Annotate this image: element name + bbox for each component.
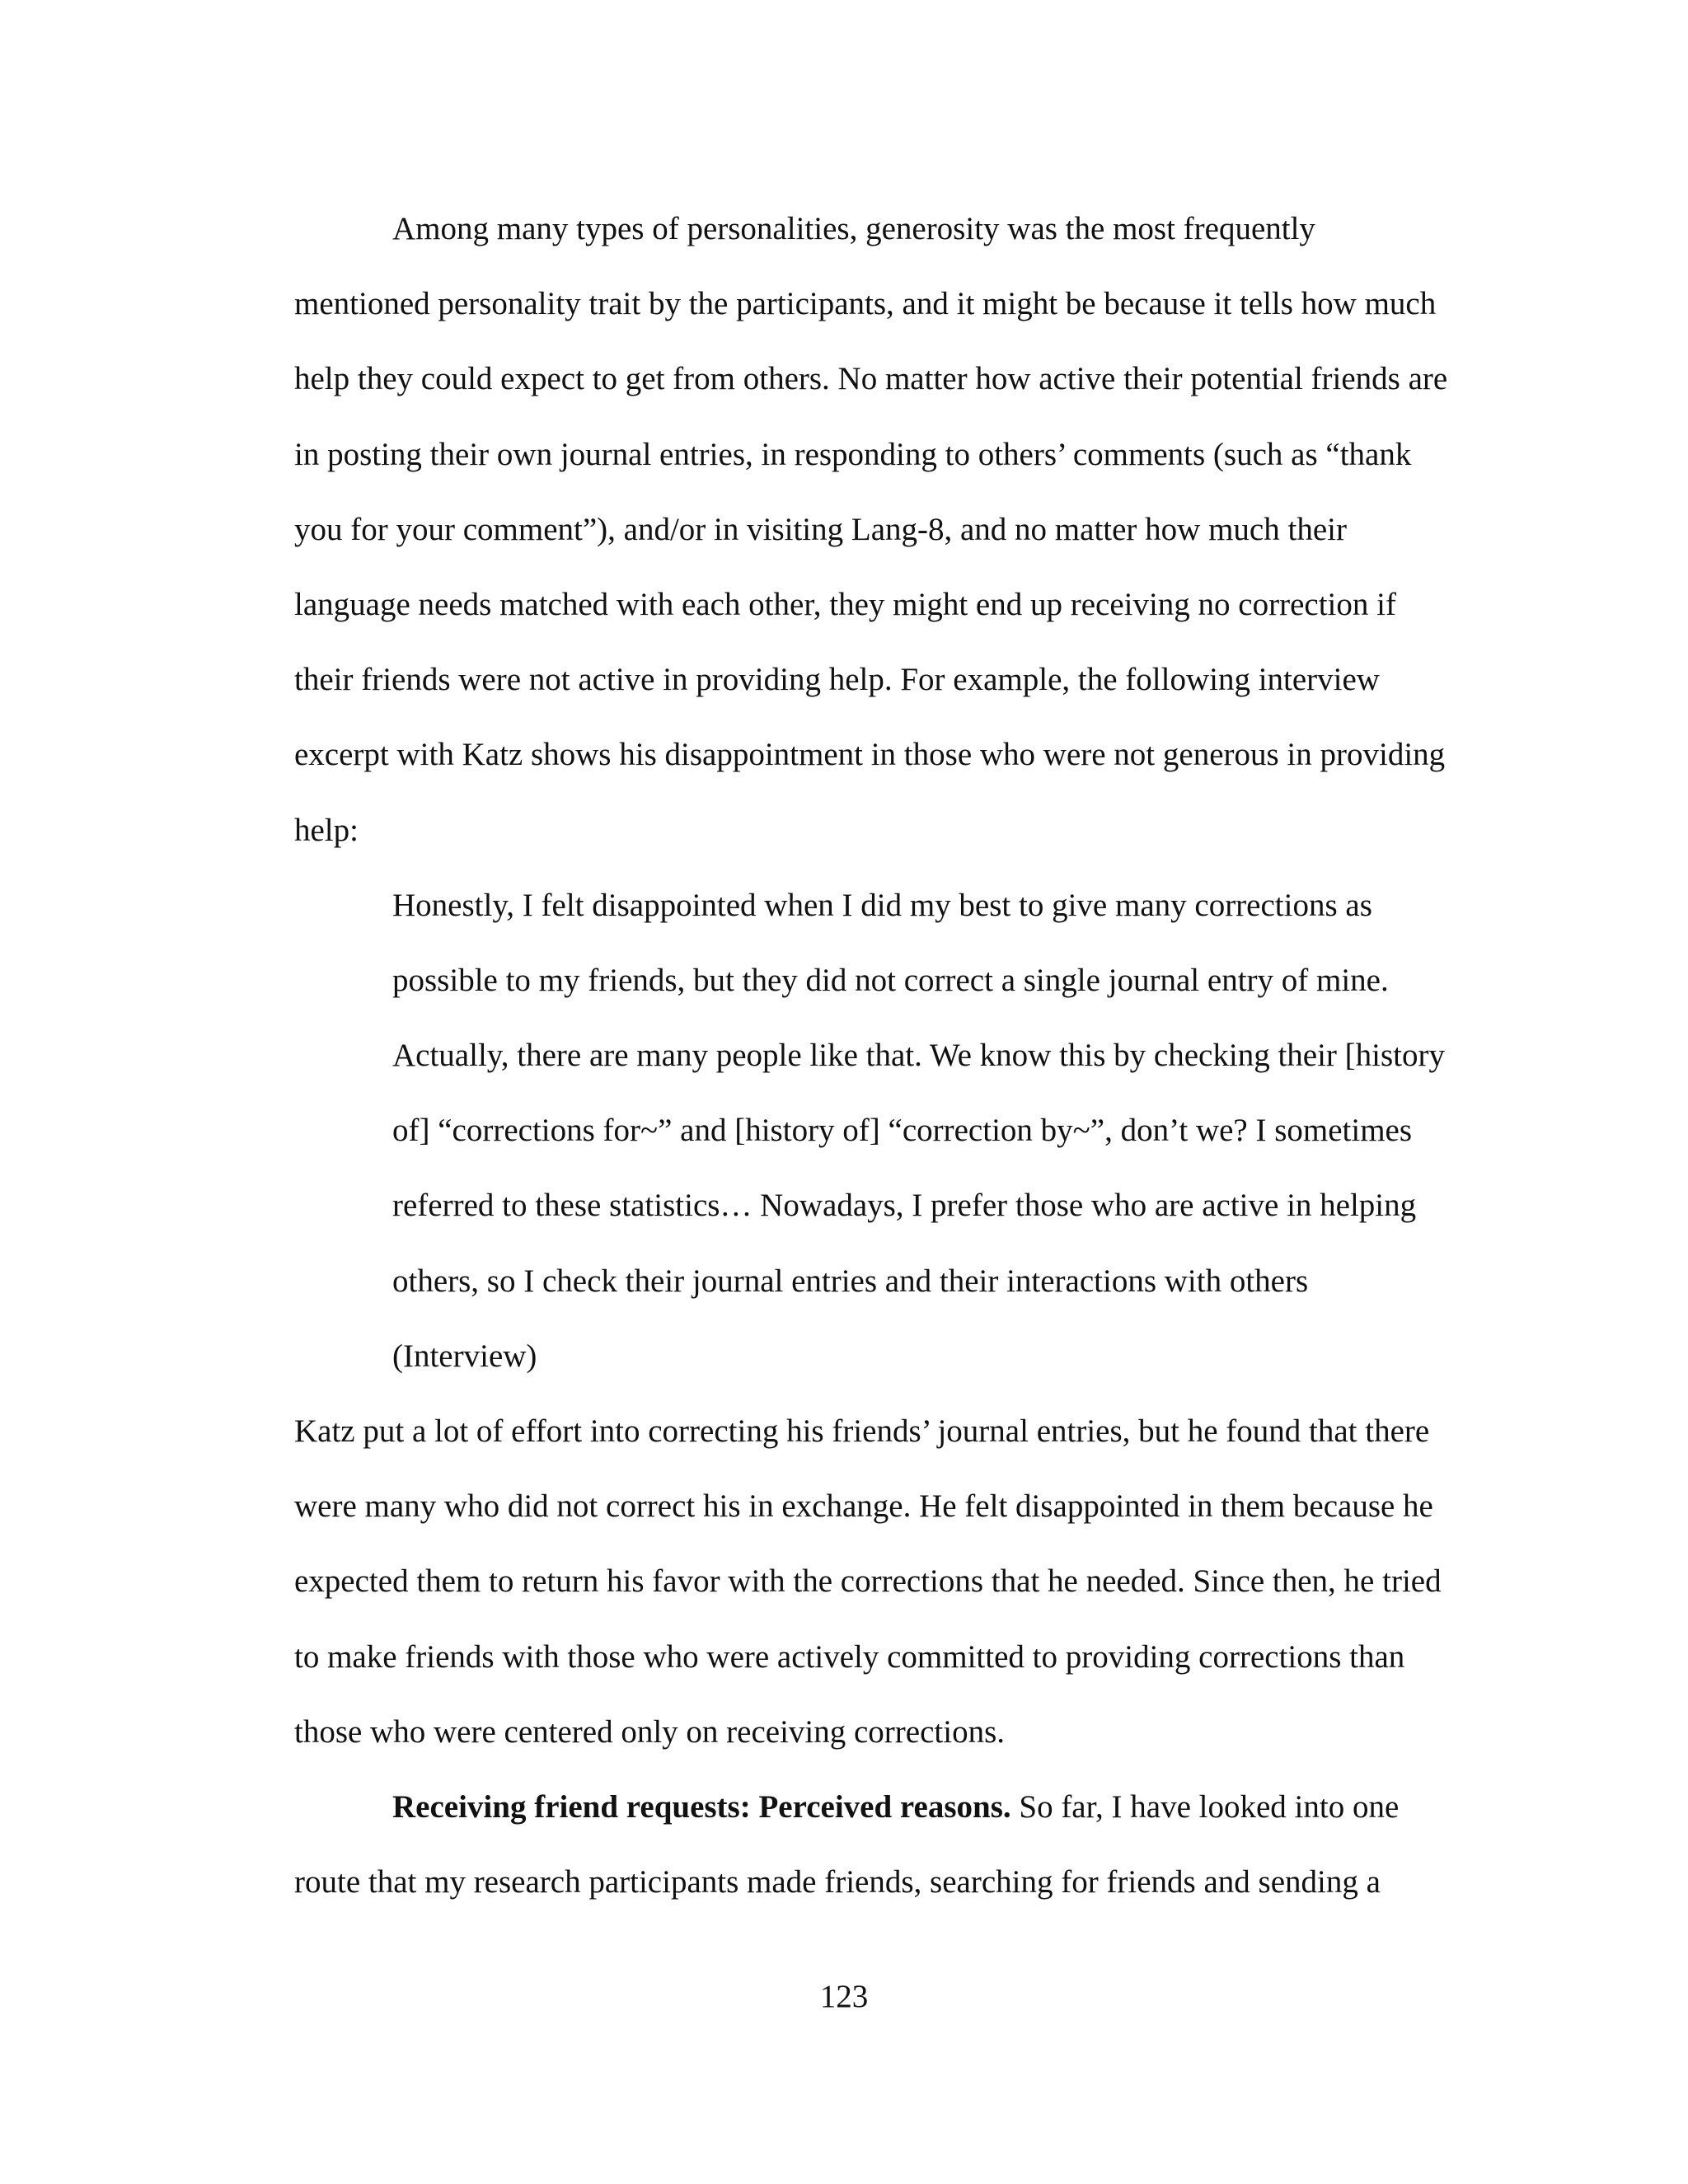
paragraph-line: their friends were not active in providing help. For example, the following interview: [294, 662, 1380, 698]
paragraph-line: those who were centered only on receiving corrections.: [294, 1713, 1005, 1750]
block-quote-line: Actually, there are many people like that. We know this by checking their [history: [392, 1038, 1445, 1074]
block-quote-line: others, so I check their journal entries and their interactions with others: [392, 1263, 1309, 1299]
body-text: [294, 191, 1473, 1919]
paragraph-line: to make friends with those who were actively committed to providing corrections than: [294, 1638, 1405, 1675]
paragraph-line: language needs matched with each other, they might end up receiving no correction if: [294, 586, 1396, 622]
paragraph-line: in posting their own journal entries, in responding to others’ comments (such as “thank: [294, 436, 1412, 472]
section-heading: Receiving friend requests: Perceived reasons.: [392, 1788, 1011, 1825]
section-heading-line: [294, 1769, 1473, 1844]
paragraph-line: you for your comment”), and/or in visiting Lang-8, and no matter how much their: [294, 511, 1347, 547]
block-quote-line: referred to these statistics… Nowadays, I prefer those who are active in helping: [392, 1188, 1417, 1224]
block-quote-citation: (Interview): [392, 1338, 537, 1374]
page-number: 123: [819, 1979, 869, 2014]
block-quote-line: of] “corrections for~” and [history of] “correction by~”, don’t we? I sometimes: [392, 1113, 1413, 1149]
paragraph-line: Among many types of personalities, generosity was the most frequently: [392, 211, 1315, 246]
paragraph-line: mentioned personality trait by the participants, and it might be because it tells how much: [294, 286, 1437, 322]
paragraph-line: excerpt with Katz shows his disappointment in those who were not generous in providing: [294, 737, 1446, 773]
paragraph-line: route that my research participants made friends, searching for friends and sending a: [294, 1864, 1381, 1900]
block-quote-line: Honestly, I felt disappointed when I did my best to give many corrections as: [392, 887, 1372, 923]
block-quote-line: possible to my friends, but they did not correct a single journal entry of mine.: [392, 962, 1389, 998]
paragraph-line: expected them to return his favor with the corrections that he needed. Since then, he tried: [294, 1563, 1442, 1600]
paragraph-line: were many who did not correct his in exchange. He felt disappointed in them because he: [294, 1488, 1433, 1525]
paragraph-line: help:: [294, 812, 359, 848]
paragraph-line: help they could expect to get from others. No matter how active their potential friends are: [294, 361, 1448, 397]
paragraph-line: Katz put a lot of effort into correcting his friends’ journal entries, but he found that there: [294, 1413, 1430, 1449]
section-heading-text: So far, I have looked into one: [1010, 1788, 1400, 1825]
